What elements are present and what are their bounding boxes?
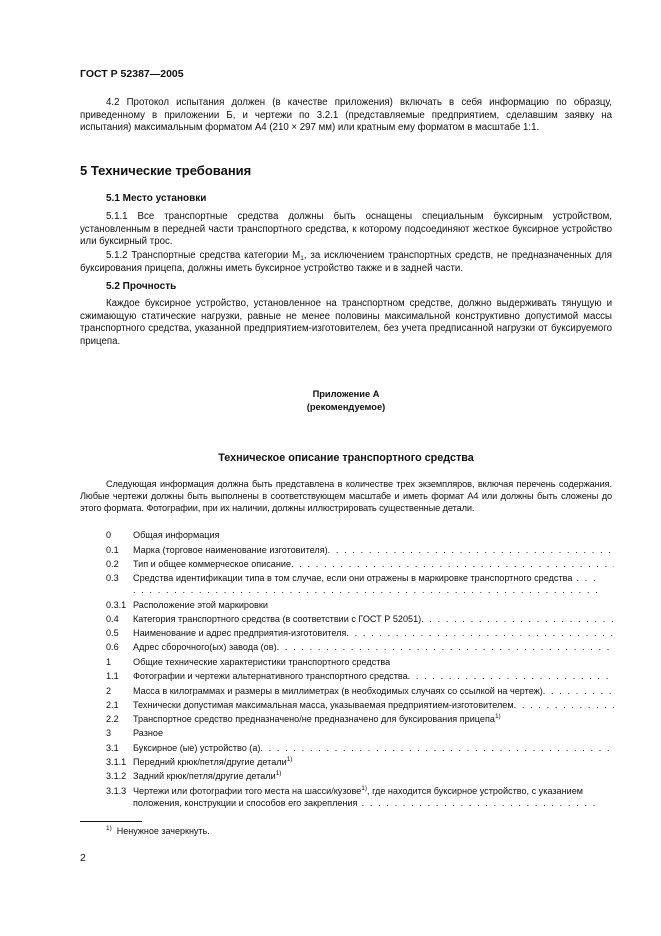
toc-text: Общие технические характеристики транспортного средства xyxy=(133,657,391,667)
appendix-intro: Следующая информация должна быть представлена в количестве трех экземпляров, включая перечень содержания. Любые чертежи должны быть выполнены в соответствующем масштабе и иметь формат А4 или должны быть сложены до этого формата. Фотографии, при их наличии, должны иллюстрировать существенные детали. xyxy=(80,479,612,513)
toc-number: 3.1.2 xyxy=(106,771,127,781)
section-5-title: 5 Технические требования xyxy=(80,163,252,178)
toc-text: Категория транспортного средства (в соответствии с ГОСТ Р 52051) xyxy=(133,614,422,624)
section-5-2-title: 5.2 Прочность xyxy=(106,281,177,292)
leader-dots xyxy=(408,670,614,682)
leader-dots xyxy=(543,685,614,697)
paragraph-4-2: 4.2 Протокол испытания должен (в качестве приложения) включать в себя информацию по образцу, приведенному в приложении Б, и чертежи по 3.2.1 (представляемые предприятием, сделавшим заявку на испытания) максимальным форматом А4 (210 × 297 мм) или кратным ему форматом в масштабе 1:1. xyxy=(80,97,612,133)
page-number: 2 xyxy=(80,852,86,864)
paragraph-5-1-2-start: 5.1.2 Транспортные средства категории М xyxy=(106,250,301,261)
leader-dots xyxy=(328,544,614,556)
toc-text: Фотографии и чертежи альтернативного транспортного средства xyxy=(133,671,408,681)
toc-text: Адрес сборочного(ых) завода (ов) xyxy=(133,642,277,652)
toc-number: 2 xyxy=(106,686,112,696)
leader-dots xyxy=(421,613,614,625)
toc-text: Чертежи или фотографии того места на шасси/кузове xyxy=(133,786,362,796)
toc-text: Разное xyxy=(133,728,164,738)
toc-number: 0.4 xyxy=(106,614,119,624)
toc-number: 3 xyxy=(106,728,112,738)
leader-dots: . . . . . . . . . . . . . . . . . . . . . . . . . . . . . . . . . . . . . . . . . . . . . . . . . . . . . . . . . . . . xyxy=(133,573,600,595)
leader-dots: . . . . . . . . . . . . . . . . . . . . . . . . . . . . . xyxy=(361,798,597,808)
footnote xyxy=(106,826,210,836)
toc-text: Общая информация xyxy=(133,530,220,540)
footnote-mark: 1) xyxy=(286,756,293,763)
toc-number: 3.1.1 xyxy=(106,757,127,767)
toc-number: 0.3.1 xyxy=(106,600,127,610)
category-subscript: 1 xyxy=(300,255,304,262)
toc-text: Масса в килограммах и размеры в миллиметрах (в необходимых случаях со ссылкой на чертеж) xyxy=(133,686,543,696)
toc-text: Задний крюк/петля/другие детали xyxy=(133,771,276,781)
toc-number: 2.1 xyxy=(106,700,119,710)
leader-dots xyxy=(514,699,614,711)
toc-text: Транспортное средство предназначено/не предназначено для буксирования прицепа xyxy=(133,714,495,724)
paragraph-5-1-2-end: , за исключением транспортных средств, не предназначенных для буксирования прицепа, должны иметь буксирное устройство также и в задней части. xyxy=(80,250,612,274)
appendix-heading xyxy=(80,388,612,413)
appendix-status: (рекомендуемое) xyxy=(306,401,386,412)
toc-number: 0.6 xyxy=(106,642,119,652)
toc-text: Средства идентификации типа в том случае, если они отражены в маркировке транспортного средства xyxy=(133,573,573,583)
toc-number: 0.2 xyxy=(106,559,119,569)
toc-text: Наименование и адрес предприятия-изготовителя xyxy=(133,628,347,638)
toc-number: 1 xyxy=(106,657,112,667)
toc-text-continued: , где находится буксирное устройство, с указанием положения, конструкции и способов его закрепления xyxy=(133,786,584,808)
toc-number: 0.1 xyxy=(106,545,119,555)
toc-number: 3.1.3 xyxy=(106,786,127,796)
leader-dots xyxy=(260,742,614,754)
toc-text: Буксирное (ые) устройство (а) xyxy=(133,743,261,753)
footnote-mark: 1) xyxy=(275,770,282,777)
toc-number: 2.2 xyxy=(106,714,119,724)
toc-number: 0.5 xyxy=(106,628,119,638)
toc-number: 0.3 xyxy=(106,573,119,583)
section-5-1-title: 5.1 Место установки xyxy=(106,193,207,204)
toc-text: Технически допустимая максимальная масса, указываемая предприятием-изготовителем xyxy=(133,700,514,710)
toc-number: 1.1 xyxy=(106,671,119,681)
paragraph-5-2: Каждое буксирное устройство, установленное на транспортном средстве, должно выдерживать тянущую и сжимающую статические нагрузки, равные не менее половины максимальной конструктивно допустимой массы транспортного средства, указанной предприятием-изготовителем, без учета предписанной нагрузки от буксируемого прицепа. xyxy=(80,298,612,347)
appendix-title: Техническое описание транспортного средства xyxy=(218,452,474,464)
appendix-label: Приложение А xyxy=(312,389,380,399)
toc-text: Марка (торговое наименование изготовителя) xyxy=(133,545,328,555)
paragraph-5-1-2 xyxy=(80,250,612,275)
toc-number: 0 xyxy=(106,530,112,540)
leader-dots xyxy=(346,627,614,639)
footnote-mark: 1) xyxy=(494,713,501,720)
leader-dots xyxy=(277,641,614,653)
paragraph-5-1-1: 5.1.1 Все транспортные средства должны быть оснащены специальным буксирным устройством, установленным в передней части транспортного средства, к которому подсоединяют жесткое буксирное устройство или буксирный трос. xyxy=(80,211,612,247)
document-header: ГОСТ Р 52387—2005 xyxy=(80,68,184,80)
toc-text: Тип и общее коммерческое описание xyxy=(133,559,292,569)
leader-dots xyxy=(291,558,614,570)
toc-text: Расположение этой маркировки xyxy=(133,600,268,610)
footnote-mark: 1) xyxy=(106,825,112,832)
footnote-mark: 1) xyxy=(361,785,368,792)
toc-text: Передний крюк/петля/другие детали xyxy=(133,757,287,767)
footnote-text: Ненужное зачеркнуть. xyxy=(116,826,210,836)
footnote-separator xyxy=(80,821,142,822)
toc-number: 3.1 xyxy=(106,743,119,753)
